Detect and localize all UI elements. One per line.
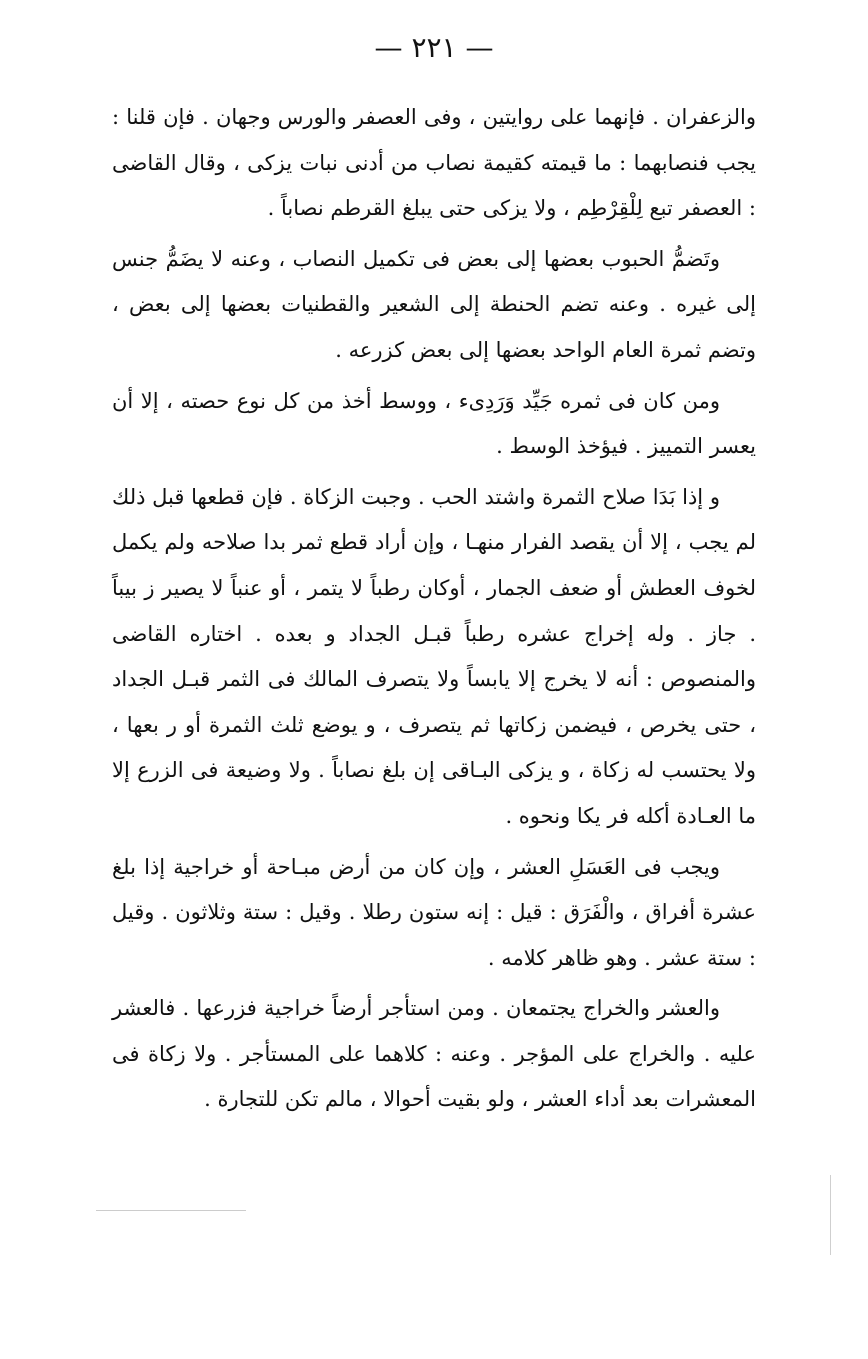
paragraph-honey: ويجب فى العَسَلِ العشر ، وإن كان من أرض مبـاحة أو خراجية إذا بلغ عشرة أفراق ، والْفَرَق : قيل : إنه ستون رطلا . وقيل : ستة وثلاثون . وقيل : ستة عشر . وهو ظاهر كلامه . <box>112 854 756 970</box>
page-body <box>112 95 756 1128</box>
paragraph-ripening-of-fruit: و إذا بَدَا صلاح الثمرة واشتد الحب . وجبت الزكاة . فإن قطعها قبل ذلك لم يجب ، إلا أن يقصد الفرار منهـا ، وإن أراد قطع ثمر بدا صلاحه ولم يكمل لخوف العطش أو ضعف الجمار ، أوكان رطباً لا يتمر ، أو عنباً لا يصير ز بيباً . جاز . وله إخراج عشره رطباً قبـل الجداد و بعده . اختاره القاضى والمنصوص : أنه لا يخرج إلا يابساً ولا يتصرف المالك فى الثمر قبـل الجداد ، حتى يخرص ، فيضمن زكاتها ثم يتصرف ، و يوضع ثلث الثمرة أو ر بعها ، ولا يحتسب له زكاة ، و يزكى البـاقى إن بلغ نصاباً . ولا وضيعة فى الزرع إلا ما العـادة أكله فر يكا ونحوه . <box>112 484 756 828</box>
paragraph-saffron: والزعفران . فإنهما على روايتين ، وفى العصفر والورس وجهان . فإن قلنا : يجب فنصابهما : ما قيمته كقيمة نصاب من أدنى نبات يزكى ، وقال القاضى : العصفر تبع لِلْقِرْطِم ، ولا يزكى حتى يبلغ القرطم نصاباً . <box>112 105 756 221</box>
paragraph-combining-grains: وتَضمُّ الحبوب بعضها إلى بعض فى تكميل النصاب ، وعنه لا يضَمُّ جنس إلى غيره . وعنه تضم الحنطة إلى الشعير والقطنيات بعضها إلى بعض ، وتضم ثمرة العام الواحد بعضها إلى بعض كزرعه . <box>112 246 756 362</box>
page-number: — ٢٢١ — <box>374 31 494 64</box>
bottom-rule <box>96 1210 246 1211</box>
margin-mark <box>830 1175 831 1255</box>
paragraph-tithe-and-kharaj: والعشر والخراج يجتمعان . ومن استأجر أرضاً خراجية فزرعها . فالعشر عليه . والخراج على المؤجر . وعنه : كلاهما على المستأجر . ولا زكاة فى المعشرات بعد أداء العشر ، ولو بقيت أحوالا ، مالم تكن للتجارة . <box>112 996 756 1112</box>
paragraph-quality-of-fruit: ومن كان فى ثمره جَيِّد وَرَدِىء ، ووسط أخذ من كل نوع حصته ، إلا أن يعسر التمييز . فيؤخذ الوسط . <box>112 388 756 459</box>
